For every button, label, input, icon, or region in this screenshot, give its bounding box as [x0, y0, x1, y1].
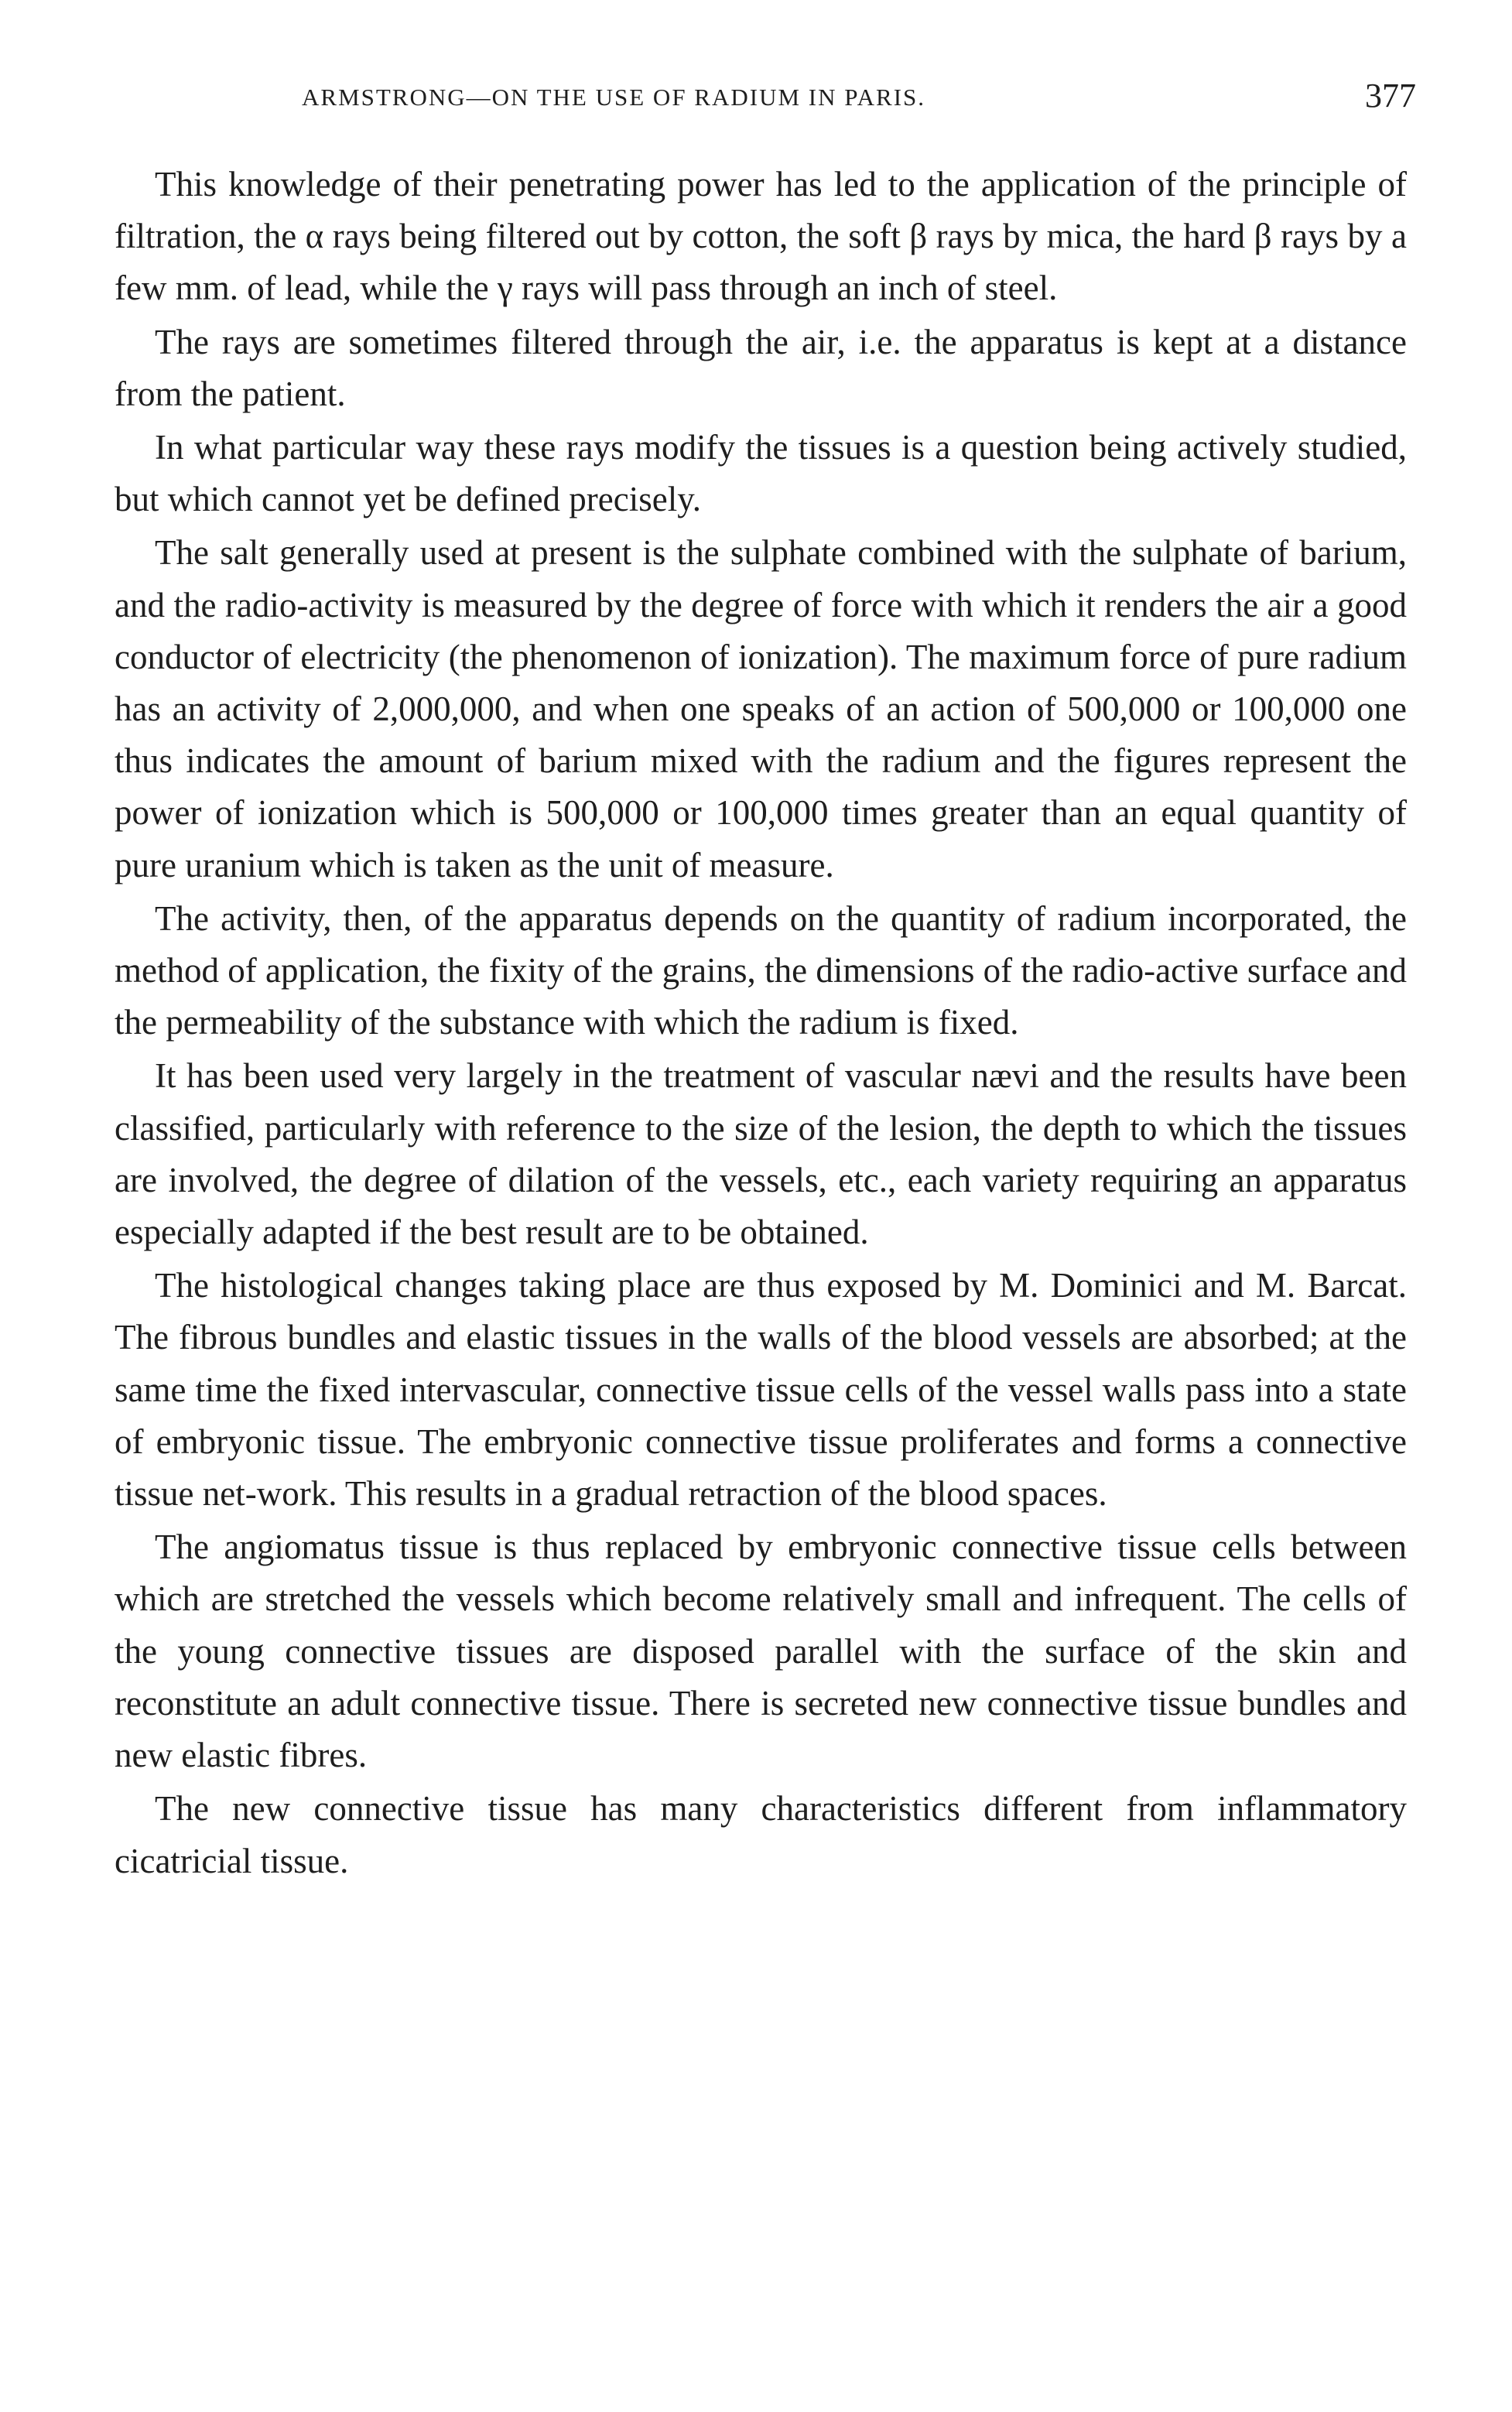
paragraph-angiomatus-tissue: The angiomatus tissue is thus replaced by embryonic connective tissue cells between which are stretched the vessels which become relatively small and infrequent. The cells of the young connective tissues are disposed parallel with the surface of the skin and reconstitute an adult connective tissue. There is secreted new connective tissue bundles and new elastic fibres. [115, 1528, 1407, 1775]
running-head [116, 76, 1416, 122]
paragraph-histological-changes: The histological changes taking place are thus exposed by M. Dominici and M. Barcat. The fibrous bundles and elastic tissues in the walls of the blood vessels are absorbed; at the same time the fixed intervascular, connective tissue cells of the vessel walls pass into a state of embryonic tissue. The embryonic connective tissue proliferates and forms a connective tissue net-work. This results in a gradual retraction of the blood spaces. [115, 1266, 1407, 1514]
running-title: ARMSTRONG—ON THE USE OF RADIUM IN PARIS. [302, 84, 926, 111]
paragraph-filtration: This knowledge of their penetrating power has led to the application of the principle of filtration, the α rays being filtered out by cotton, the soft β rays by mica, the hard β rays by a few mm. of lead, while the γ rays will pass through an inch of steel. [115, 165, 1407, 308]
paragraph-radium-salt: The salt generally used at present is the sulphate combined with the sulphate of barium, and the radio-activity is measured by the degree of force with which it renders the air a good conductor of electricity (the phenomenon of ionization). The maximum force of pure radium has an activity of 2,000,000, and when one speaks of an action of 500,000 or 100,000 one thus indicates the amount of barium mixed with the radium and the figures represent the power of ionization which is 500,000 or 100,000 times greater than an equal quantity of pure uranium which is taken as the unit of measure. [115, 533, 1407, 884]
paragraph-tissue-modification: In what particular way these rays modify the tissues is a question being actively studied, but which cannot yet be defined precisely. [115, 428, 1407, 519]
paragraph-apparatus-activity: The activity, then, of the apparatus depends on the quantity of radium incorporated, the method of application, the fixity of the grains, the dimensions of the radio-active surface and the permeability of the substance with which the radium is fixed. [115, 898, 1407, 1042]
paragraph-vascular-naevi: It has been used very largely in the treatment of vascular nævi and the results have been classified, particularly with reference to the size of the lesion, the depth to which the tissues are involved, the degree of dilation of the vessels, etc., each variety requiring an apparatus especially adapted if the best result are to be obtained. [115, 1056, 1407, 1252]
paragraph-air-filtering: The rays are sometimes filtered through the air, i.e. the apparatus is kept at a distance from the patient. [115, 322, 1407, 413]
paragraph-new-connective-tissue: The new connective tissue has many characteristics different from inflammatory cicatricial tissue. [115, 1789, 1407, 1880]
body-text [115, 159, 1407, 1889]
page-number: 377 [1365, 77, 1416, 115]
